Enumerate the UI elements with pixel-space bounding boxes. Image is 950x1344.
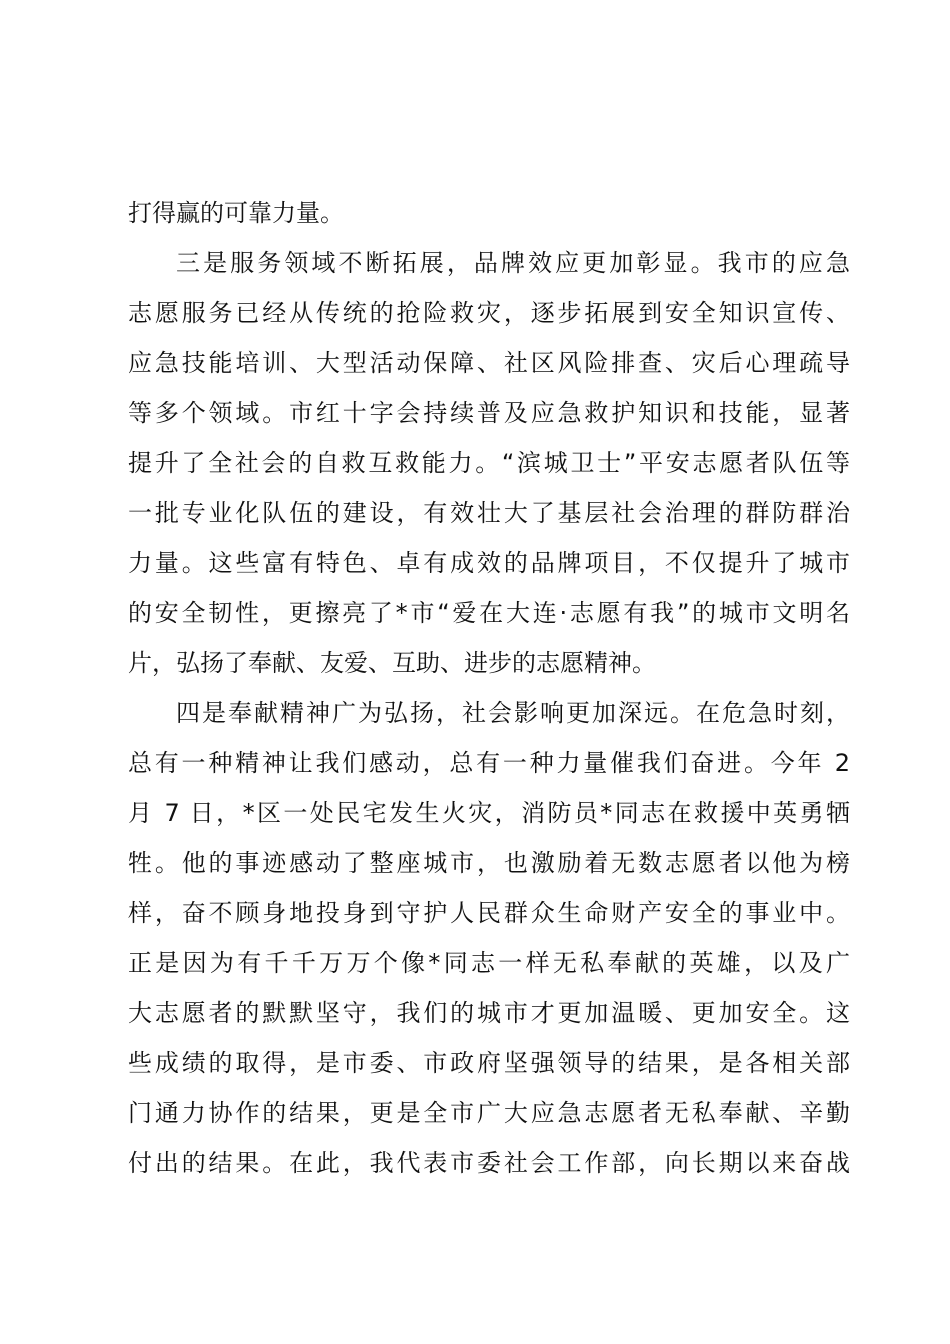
text-line: 些成绩的取得，是市委、市政府坚强领导的结果，是各相关部 xyxy=(128,1049,850,1077)
text-line: 的安全韧性，更擦亮了*市“爱在大连·志愿有我”的城市文明名 xyxy=(128,599,850,627)
text-line: 总有一种精神让我们感动，总有一种力量催我们奋进。今年 2 xyxy=(128,749,850,777)
text-line: 一批专业化队伍的建设，有效壮大了基层社会治理的群防群治 xyxy=(128,499,850,527)
text-line: 门通力协作的结果，更是全市广大应急志愿者无私奉献、辛勤 xyxy=(128,1099,850,1127)
paragraph-3-start: 三是服务领域不断拓展，品牌效应更加彰显。我市的应急 xyxy=(176,249,850,277)
text-line: 大志愿者的默默坚守，我们的城市才更加温暖、更加安全。这 xyxy=(128,999,850,1027)
text-line: 正是因为有千千万万个像*同志一样无私奉献的英雄，以及广 xyxy=(128,949,850,977)
text-line: 牲。他的事迹感动了整座城市，也激励着无数志愿者以他为榜 xyxy=(128,849,850,877)
text-line: 片，弘扬了奉献、友爱、互助、进步的志愿精神。 xyxy=(128,649,656,677)
paragraph-4-start: 四是奉献精神广为弘扬，社会影响更加深远。在危急时刻， xyxy=(176,699,850,727)
text-line: 提升了全社会的自救互救能力。“滨城卫士”平安志愿者队伍等 xyxy=(128,449,850,477)
text-line: 等多个领域。市红十字会持续普及应急救护知识和技能，显著 xyxy=(128,399,850,427)
body-text xyxy=(128,188,850,1188)
text-line: 力量。这些富有特色、卓有成效的品牌项目，不仅提升了城市 xyxy=(128,549,850,577)
text-line: 付出的结果。在此，我代表市委社会工作部，向长期以来奋战 xyxy=(128,1149,850,1177)
text-line: 月 7 日，*区一处民宅发生火灾，消防员*同志在救援中英勇牺 xyxy=(128,799,850,827)
text-line: 打得赢的可靠力量。 xyxy=(128,199,344,227)
text-line: 志愿服务已经从传统的抢险救灾，逐步拓展到安全知识宣传、 xyxy=(128,299,850,327)
text-line: 应急技能培训、大型活动保障、社区风险排查、灾后心理疏导 xyxy=(128,349,850,377)
text-line: 样，奋不顾身地投身到守护人民群众生命财产安全的事业中。 xyxy=(128,899,850,927)
